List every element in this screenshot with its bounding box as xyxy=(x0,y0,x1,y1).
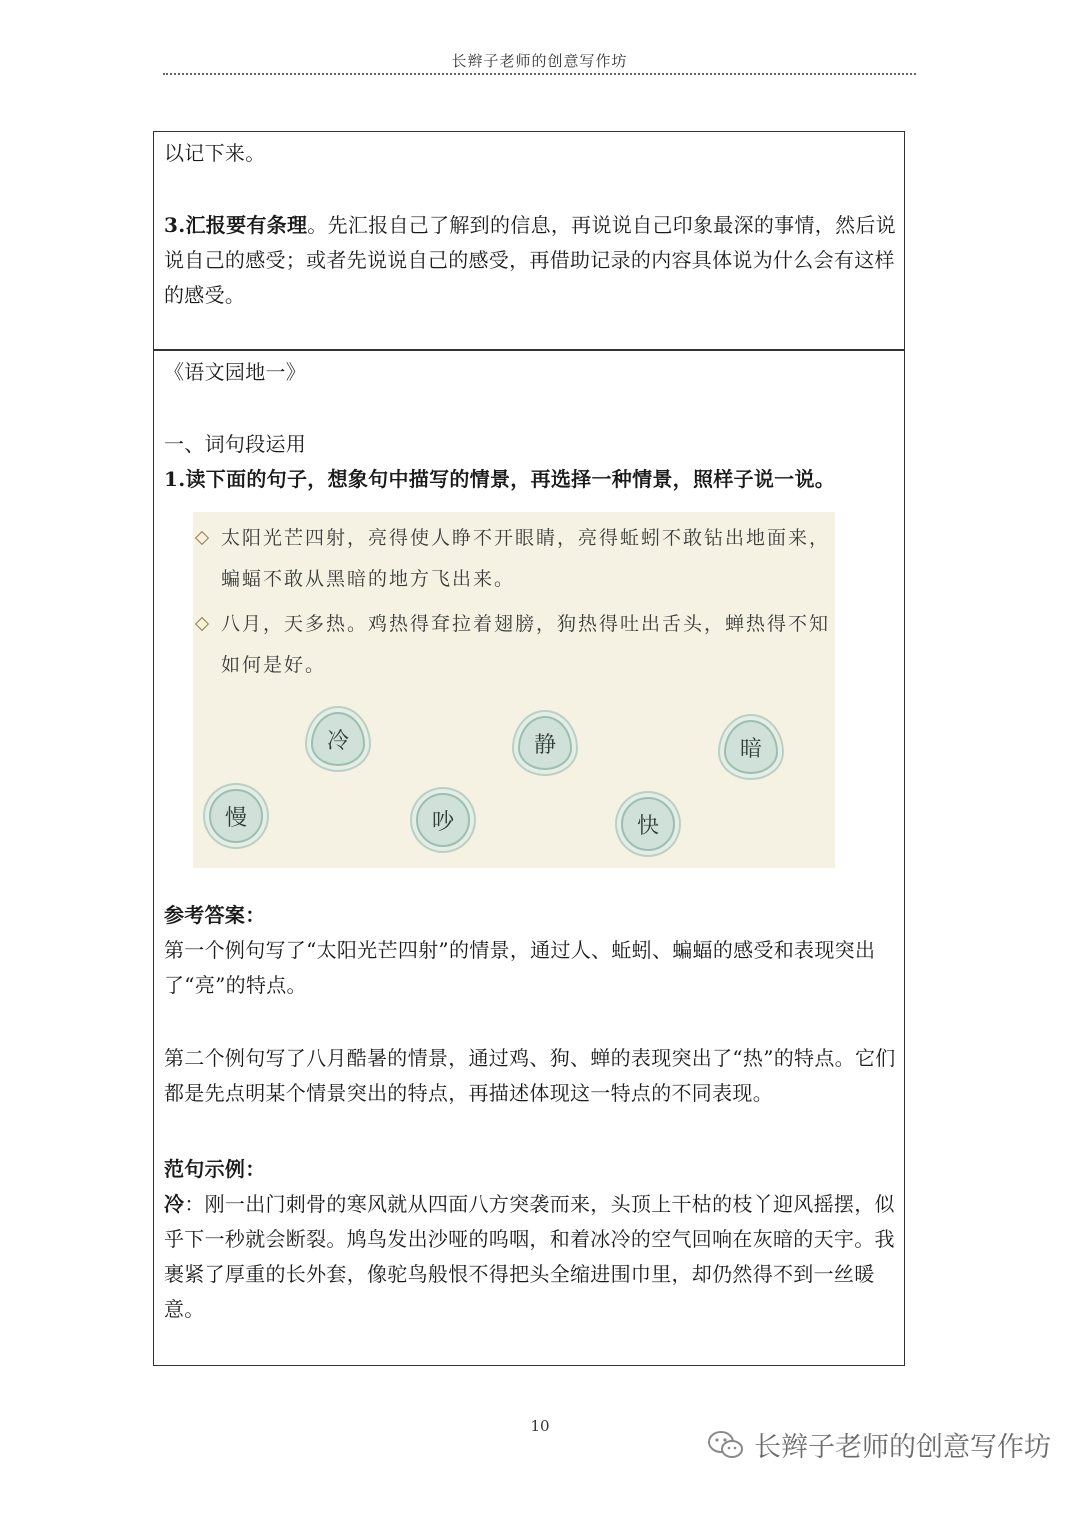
word-badge-fast: 快 xyxy=(621,797,675,851)
point-3 xyxy=(164,208,899,313)
answer-label: 参考答案： xyxy=(164,903,266,927)
section-title: 《语文园地一》 xyxy=(164,360,307,384)
answer-paragraph-2: 第二个例句写了八月酷暑的情景，通过鸡、狗、蝉的表现突出了“热”的特点。它们都是先点明某个情景突出的特点，再描述体现这一特点的不同表现。 xyxy=(164,1046,896,1105)
point-3-heading: 3.汇报要有条理 xyxy=(164,213,308,237)
word-badge-dark: 暗 xyxy=(724,720,778,774)
header-rule xyxy=(163,73,916,75)
diamond-bullet-icon xyxy=(195,531,209,545)
textbook-excerpt xyxy=(193,512,835,868)
word-badge-noisy: 吵 xyxy=(416,793,470,847)
example-label: 范句示例： xyxy=(164,1157,266,1181)
watermark-text: 长辫子老师的创意写作坊 xyxy=(754,1432,1051,1463)
answer-paragraph-1: 第一个例句写了“太阳光芒四射”的情景，通过人、蚯蚓、蝙蝠的感受和表现突出了“亮”的特点。 xyxy=(164,938,876,997)
continued-line: 以记下来。 xyxy=(164,141,266,165)
excerpt-item-2-text: 八月，天多热。鸡热得耷拉着翅膀，狗热得吐出舌头，蝉热得不知如何是好。 xyxy=(221,613,831,676)
section-heading: 一、词句段运用 xyxy=(164,432,307,456)
page-header: 长辫子老师的创意写作坊 xyxy=(451,52,628,70)
page-number: 10 xyxy=(530,1417,550,1435)
example-paragraph xyxy=(164,1187,899,1327)
example-text: ：刚一出门刺骨的寒风就从四面八方突袭而来，头顶上干枯的枝丫迎风摇摆，似乎下一秒就会断裂。鸠鸟发出沙哑的呜咽，和着冰冷的空气回响在灰暗的天宇。我裹紧了厚重的长外套，像驼鸟般恨不得把头全缩进围巾里，却仍然得不到一丝暖意。 xyxy=(164,1192,895,1321)
wechat-icon xyxy=(706,1429,746,1461)
excerpt-item-1-text: 太阳光芒四射，亮得使人睁不开眼睛，亮得蚯蚓不敢钻出地面来，蝙蝠不敢从黑暗的地方飞出来。 xyxy=(221,527,831,590)
watermark xyxy=(706,1425,1051,1464)
word-badge-quiet: 静 xyxy=(518,716,572,770)
word-badge-cold: 冷 xyxy=(311,712,365,766)
excerpt-item-2 xyxy=(193,604,831,686)
point-3-text: 。先汇报自己了解到的信息，再说说自己印象最深的事情，然后说说自己的感受；或者先说说自己的感受，再借助记录的内容具体说为什么会有这样的感受。 xyxy=(164,213,896,307)
word-badge-slow: 慢 xyxy=(209,789,263,843)
excerpt-item-1 xyxy=(193,518,831,600)
question-1: 1.读下面的句子，想象句中描写的情景，再选择一种情景，照样子说一说。 xyxy=(164,467,836,491)
example-keyword: 冷 xyxy=(164,1192,185,1216)
diamond-bullet-icon xyxy=(195,617,209,631)
